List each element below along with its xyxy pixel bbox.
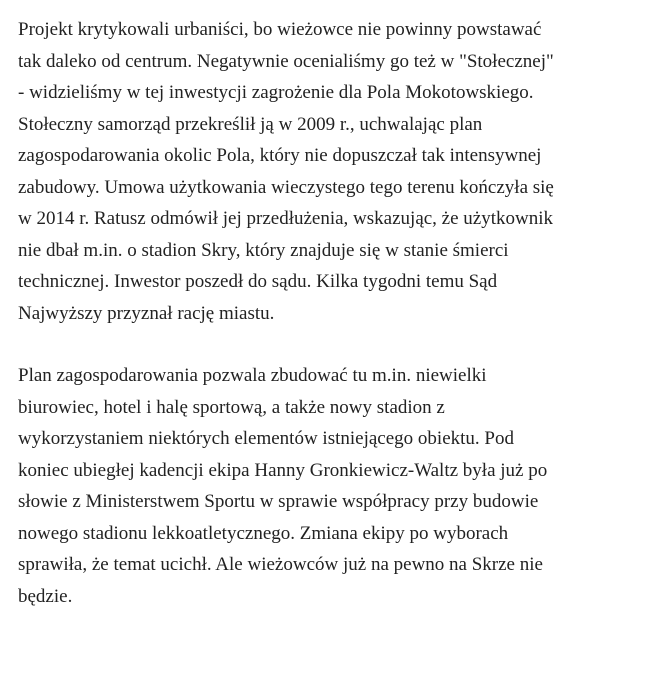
paragraph-line: będzie. xyxy=(18,585,73,607)
paragraph-line: w 2014 r. Ratusz odmówił jej przedłużenia, wskazując, że użytkownik xyxy=(18,208,554,229)
paragraph-line: - widzieliśmy w tej inwestycji zagrożenie dla Pola Mokotowskiego. xyxy=(18,82,534,103)
paragraph-line: wykorzystaniem niektórych elementów istniejącego obiektu. Pod xyxy=(18,428,514,449)
paragraph-line: technicznej. Inwestor poszedł do sądu. Kilka tygodni temu Sąd xyxy=(18,271,498,292)
paragraph-line: koniec ubiegłej kadencji ekipa Hanny Gronkiewicz-Waltz była już po xyxy=(18,459,548,481)
paragraph-line: Plan zagospodarowania pozwala zbudować tu m.in. niewielki xyxy=(18,365,487,386)
paragraph-2 xyxy=(18,360,646,612)
paragraph-line: sprawiła, że temat ucichł. Ale wieżowców już na pewno na Skrze nie xyxy=(18,554,543,575)
paragraph-line: biurowiec, hotel i halę sportową, a także nowy stadion z xyxy=(18,396,445,418)
paragraph-line: zabudowy. Umowa użytkowania wieczystego tego terenu kończyła się xyxy=(18,176,554,198)
paragraph-line: Projekt krytykowali urbaniści, bo wieżowce nie powinny powstawać xyxy=(18,19,542,40)
paragraph-line: tak daleko od centrum. Negatywnie ocenialiśmy go też w "Stołecznej" xyxy=(18,50,554,72)
paragraph-line: Stołeczny samorząd przekreślił ją w 2009 r., uchwalając plan xyxy=(18,113,483,135)
paragraph-line: zagospodarowania okolic Pola, który nie dopuszczał tak intensywnej xyxy=(18,145,542,166)
paragraph-1 xyxy=(18,14,646,329)
paragraph-line: Najwyższy przyznał rację miastu. xyxy=(18,302,275,324)
paragraph-line: nowego stadionu lekkoatletycznego. Zmiana ekipy po wyborach xyxy=(18,522,509,544)
paragraph-line: słowie z Ministerstwem Sportu w sprawie współpracy przy budowie xyxy=(18,491,539,512)
paragraph-line: nie dbał m.in. o stadion Skry, który znajduje się w stanie śmierci xyxy=(18,239,509,261)
